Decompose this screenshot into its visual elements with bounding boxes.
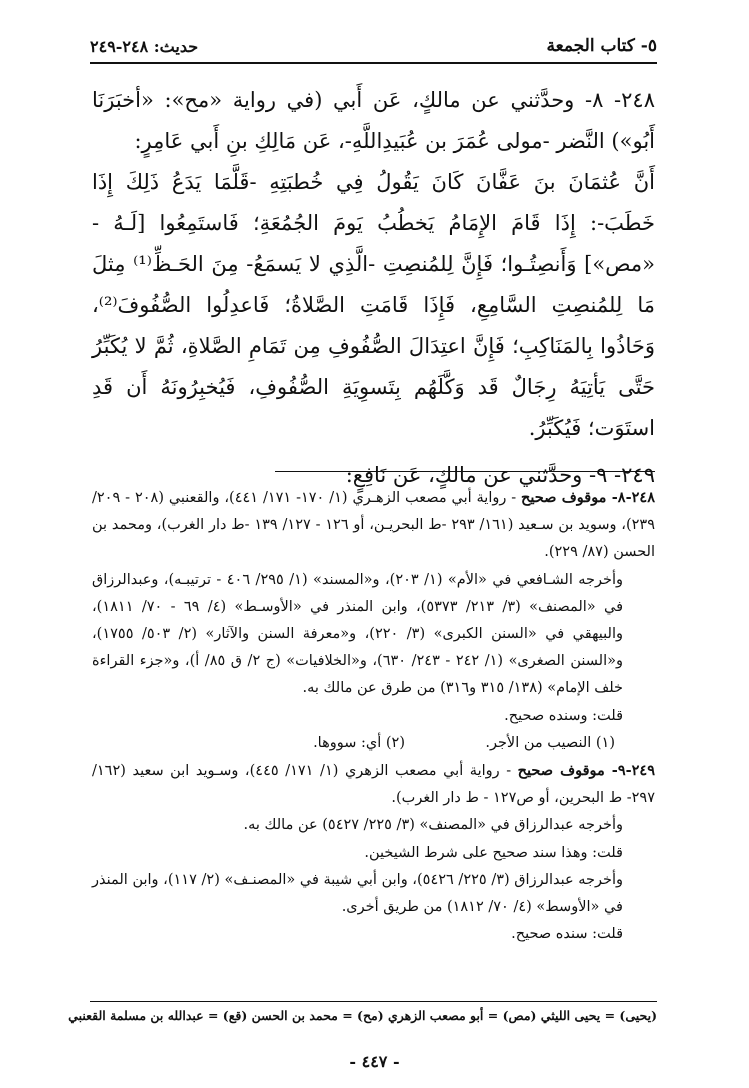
page-number: - ٤٤٧ - xyxy=(349,1052,400,1071)
running-header xyxy=(90,28,657,64)
note-248 xyxy=(92,484,655,567)
legend-separator xyxy=(90,1001,657,1002)
abbreviation-legend: (يحيى) = يحيى الليثي (مص) = أبو مصعب الزهري (مح) = محمد بن الحسن (قع) = عبدالله بن مسلمة القعنبي xyxy=(68,1008,657,1023)
note-248-text: - رواية أبي مصعب الزهـري (١/ ١٧٠- ١٧١/ ٤٤١)، والقعنبي (٢٠٨ - ٢٠٩/ ٢٣٩)، وسويد بن سـعيد (١٦١/ ٢٩٣ -ط البحريـن، أو ١٢٦ - ١٢٧/ ١٣٩ -ط دار الغرب)، ومحمد بن الحسن (٨٧/ ٢٢٩). xyxy=(92,490,655,561)
note-249-verdict-1: قلت: وهذا سند صحيح على شرط الشيخين. xyxy=(364,844,623,861)
hadith-249-isnad: ٢٤٩- ٩- وحدَّثني عن مالكٍ، عَن نَافِعٍ: xyxy=(345,463,655,487)
note-249-text: - رواية أبي مصعب الزهري (١/ ١٧١/ ٤٤٥)، وسـويد ابن سعيد (١٦٢/ ٢٩٧- ط البحرين، أو ص١٢٧ - ط دار الغرب). xyxy=(92,763,655,807)
note-249-verdict-2: قلت: سنده صحيح. xyxy=(511,926,623,943)
chapter-title: ٥- كتاب الجمعة xyxy=(546,36,657,56)
hadith-range: حديث: ٢٤٨-٢٤٩ xyxy=(90,37,199,56)
commentary xyxy=(92,484,655,948)
note-248-takhrij: وأخرجه الشـافعي في «الأم» (١/ ٢٠٣)، و«المسند» (١/ ٢٩٥/ ٤٠٦ - ترتيبـه)، وعبدالرزاق في «المصنف» (٣/ ٢١٣/ ٥٣٧٣)، وابن المنذر في «الأوسـط» (٤/ ٦٩ - ٧٠/ ١٨١١)، والبيهقي في «السنن الكبرى» (٣/ ٢٢٠)، و«معرفة السنن والآثار» (٢/ ٥٠٣/ ١٧٥٥)، و«السنن الصغرى» (١/ ٢٤٢ - ٢٤٣/ ٦٣٠)، و«الخلافيات» (ج ٢/ ق ٨٥/ أ)، و«جزء القراءة خلف الإمام» (١٣٨/ ٣١٥ و٣١٦) من طرق عن مالك به. xyxy=(92,571,624,697)
note-249-takhrij-1: وأخرجه عبدالرزاق في «المصنف» (٣/ ٢٢٥/ ٥٤٢٧) عن مالك به. xyxy=(243,817,623,834)
note-249-label: ٢٤٩-٩- موقوف صحيح xyxy=(517,762,656,780)
note-249-takhrij-2: وأخرجه عبدالرزاق (٣/ ٢٢٥/ ٥٤٢٦)، وابن أبي شيبة في «المصنـف» (٢/ ١١٧)، وابن المنذر في «الأوسط» (٤/ ٧٠/ ١٨١٢) من طريق أخرى. xyxy=(92,871,624,916)
hadith-text xyxy=(92,80,655,496)
note-248-verdict: قلت: وسنده صحيح. xyxy=(504,707,623,724)
footnotes-row xyxy=(92,730,655,757)
note-248-label: ٢٤٨-٨- موقوف صحيح xyxy=(521,489,655,506)
footnote-separator xyxy=(275,471,655,472)
hadith-248-matn: أَنَّ عُثمَانَ بنَ عَفَّانَ كَانَ يَقُولُ فِي خُطبَتِهِ -قَلَّمَا يَدَعُ ذَلِكَ إِذَا خَطَبَ-: إِذَا قَامَ الإِمَامُ يَخطُبُ يَومَ الجُمُعَةِ؛ فَاستَمِعُوا [لَـهُ - «مص»] وَأَنصِتُـوا؛ فَإِنَّ لِلمُنصِتِ -الَّذِي لا يَسمَعُ- مِنَ الحَـظِّ⁽¹⁾ مِثلَ مَا لِلمُنصِتِ السَّامِعِ، فَإِذَا قَامَتِ الصَّلاةُ؛ فَاعدِلُوا الصُّفُوفَ⁽²⁾، وَحَاذُوا بِالمَنَاكِبِ؛ فَإِنَّ اعتِدَالَ الصُّفُوفِ مِن تَمَامِ الصَّلاةِ، ثُمَّ لا يُكَبِّرُ حَتَّى يَأتِيَهُ رِجَالٌ قَد وَكَّلَهُم بِتَسوِيَةِ الصُّفُوفِ، فَيُخبِرُونَهُ أَن قَدِ استَوَت؛ فَيُكَبِّرُ. xyxy=(92,170,655,440)
hadith-248-isnad: ٢٤٨- ٨- وحدَّثني عن مالكٍ، عَن أَبي (في رواية «مح»: «أخبَرَنَا أَبُو») النَّضر -مولى عُمَرَ بن عُبَيدِاللَّهِ-، عَن مَالِكِ بنِ أَبي عَامِرٍ: xyxy=(92,88,655,153)
note-249 xyxy=(92,757,655,812)
footnote-2: (٢) أي: سووها. xyxy=(313,734,405,751)
footnote-1: (١) النصيب من الأجر. xyxy=(485,734,615,751)
